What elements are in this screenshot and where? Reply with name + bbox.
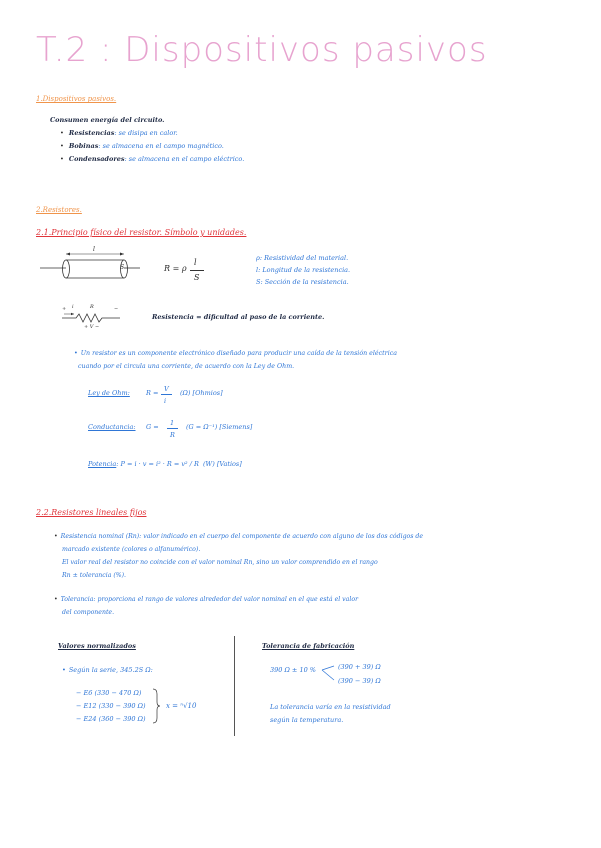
tolerance-lower: (390 − 39) Ω: [338, 677, 381, 685]
list-item: [60, 155, 244, 163]
section-2-heading: 2.Resistores.: [36, 206, 82, 214]
legend-item: ρ: Resistividad del material.: [256, 254, 349, 262]
conductance-numerator: 1: [170, 419, 175, 427]
tolerance-note-line2: según la temperatura.: [270, 716, 344, 724]
list-item-term: Bobinas: [68, 142, 99, 150]
conductance-unit: (G = Ω⁻¹) [Siemens]: [186, 423, 253, 431]
conductance-denominator: R: [170, 431, 175, 439]
resistor-paragraph-line2: cuando por el circula una corriente, de acuerdo con la Ley de Ohm.: [78, 363, 295, 370]
section-1-heading: 1.Dispositivos pasivos.: [36, 95, 117, 103]
legend-item: l: Longitud de la resistencia.: [256, 266, 351, 274]
symbol-current: i: [72, 304, 74, 310]
text: Resistencia nominal (Rn): valor indicado en el cuerpo del componente de acuerdo con alguno de los dos códigos de: [60, 533, 424, 540]
section-label: S: [120, 264, 125, 271]
ohm-fraction-bar: [161, 394, 172, 395]
nominal-line2: marcado existente (colores o alfanumérico).: [62, 546, 201, 553]
resistor-symbol: [62, 310, 122, 324]
resistor-cylinder-diagram: [40, 248, 140, 288]
formula-numerator: l: [194, 258, 197, 267]
list-item-desc: : se disipa en calor.: [114, 129, 178, 137]
section-1-intro: Consumen energía del circuito.: [50, 116, 165, 124]
conductance-lhs: G =: [146, 423, 159, 431]
tolerance-value: 390 Ω ± 10 %: [270, 666, 316, 674]
ohm-denominator: i: [164, 397, 167, 405]
symbol-minus: −: [114, 306, 119, 312]
length-label: l: [93, 246, 95, 253]
serie-row: − E12 (330 − 390 Ω): [76, 702, 146, 710]
formula-denominator: S: [194, 273, 200, 282]
power-expression: : P = i · v = i² · R = v² / R: [116, 460, 199, 468]
resistor-paragraph-line1: [74, 350, 397, 357]
serie-row: − E6 (330 − 470 Ω): [76, 689, 142, 697]
nominal-line1: [54, 533, 423, 540]
serie-brace: [152, 688, 160, 724]
tolerance-line1: [54, 596, 358, 603]
text: Tolerancia: proporciona el rango de valores alrededor del valor nominal en el que está el valor: [60, 596, 359, 603]
power-line: [88, 460, 242, 468]
list-item-desc: : se almacena en el campo magnético.: [98, 142, 224, 150]
nominal-line4: Rn ± tolerancia (%).: [62, 572, 127, 579]
tolerance-line2: del componente.: [62, 609, 115, 616]
ohm-unit: (Ω) [Ohmios]: [180, 389, 223, 397]
conductance-fraction-bar: [167, 428, 178, 429]
section-2-1-heading: 2.1.Principio físico del resistor. Símbolo y unidades.: [36, 228, 247, 237]
serie-row: − E24 (360 − 390 Ω): [76, 715, 146, 723]
serie-line: [62, 666, 153, 674]
tolerance-note-line1: La tolerancia varía en la resistividad: [270, 703, 391, 711]
ohm-label: Ley de Ohm:: [88, 389, 130, 397]
text: Un resistor es un componente electrónico diseñado para producir una caída de la tensión eléctrica: [80, 350, 397, 357]
section-2-2-heading: 2.2.Resistores lineales fijos: [36, 508, 147, 517]
power-unit: (W) [Vatios]: [203, 460, 242, 468]
text: Según la serie, 345.2S Ω:: [68, 666, 153, 674]
resistance-formula-lhs: R = ρ: [164, 264, 187, 273]
tolerance-heading: Tolerancia de fabricación: [262, 642, 355, 650]
list-item-desc: : se almacena en el campo eléctrico.: [124, 155, 245, 163]
serie-formula: x = ⁿ√10: [166, 702, 197, 710]
tolerance-arrows: [322, 664, 336, 684]
ohm-numerator: V: [164, 385, 169, 393]
legend-item: S: Sección de la resistencia.: [256, 278, 349, 286]
list-item-term: Resistencias: [68, 129, 115, 137]
power-label: Potencia: [88, 460, 117, 468]
page-title: T.2 : Dispositivos pasivos: [36, 30, 488, 70]
symbol-r: R: [90, 304, 94, 310]
list-item: [60, 129, 178, 137]
list-item: [60, 142, 224, 150]
ohm-lhs: R =: [146, 389, 159, 397]
resistance-definition: Resistencia = dificultad al paso de la corriente.: [152, 313, 325, 321]
column-divider: [234, 636, 235, 736]
conductance-label: Conductancia:: [88, 423, 136, 431]
tolerance-upper: (390 + 39) Ω: [338, 663, 381, 671]
nominal-line3: El valor real del resistor no coincide con el valor nominal Rn, sino un valor comprendido en el rango: [62, 559, 378, 566]
list-item-term: Condensadores: [68, 155, 125, 163]
normalized-values-heading: Valores normalizados: [58, 642, 136, 650]
symbol-voltage: + V −: [84, 324, 100, 330]
fraction-bar: [190, 270, 204, 271]
symbol-plus: +: [62, 306, 67, 312]
